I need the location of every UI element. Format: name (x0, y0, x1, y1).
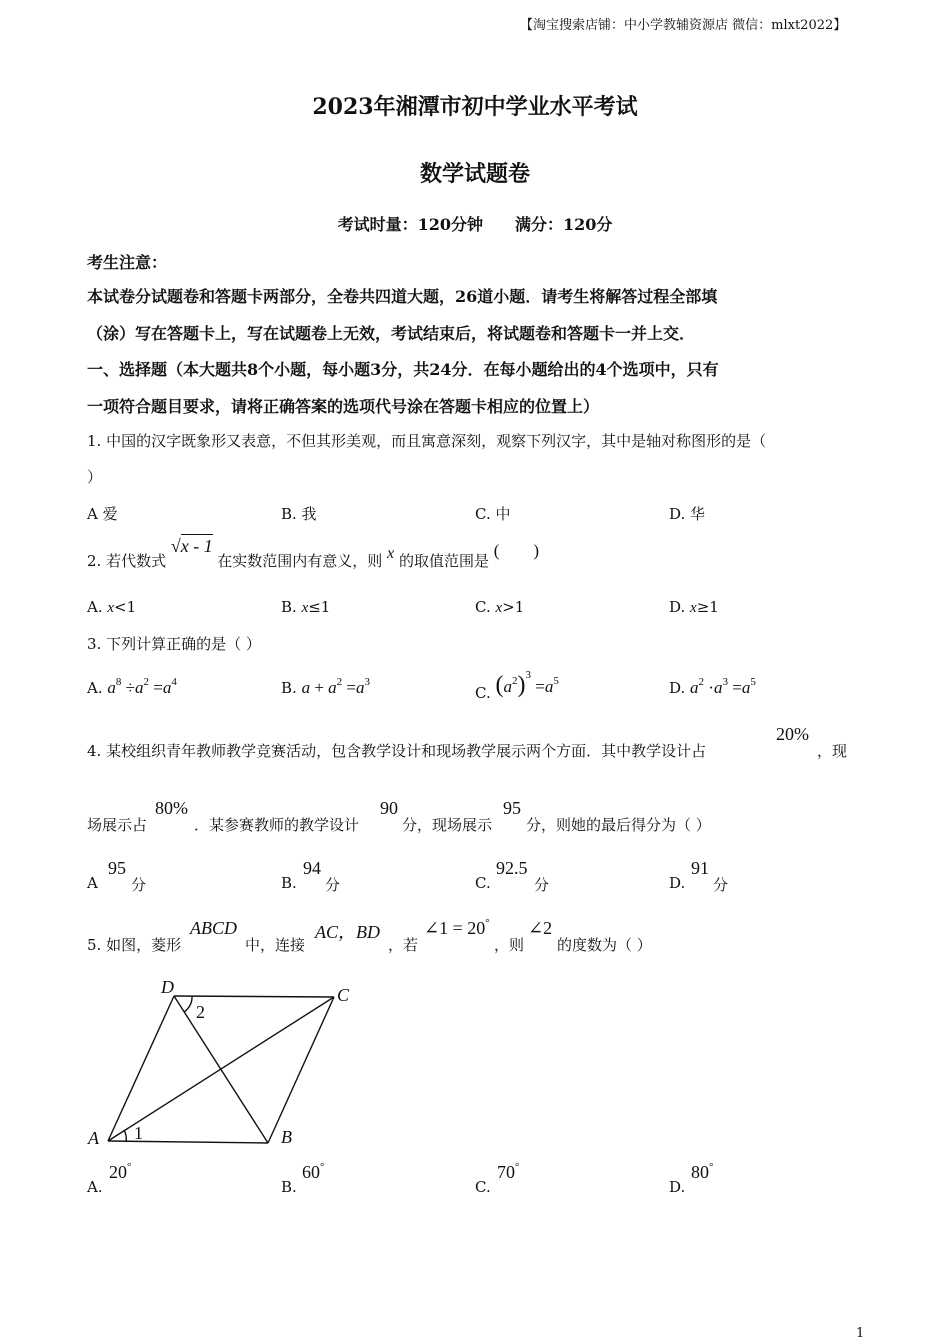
q2-a-label: A. (87, 598, 108, 616)
q5-option-d-label[interactable]: D. (669, 1178, 686, 1196)
q3-c-expr: $(a^2)^3 =a^5$ (495, 669, 559, 698)
q2-option-a[interactable] (87, 598, 136, 617)
q4-option-d-value: 91 (691, 858, 709, 878)
q2-b-label: B. (281, 598, 302, 616)
q2-option-b[interactable] (281, 598, 330, 617)
q3-b-label: B. (281, 679, 297, 697)
notice-line-2: （涂）写在答题卡上，写在试题卷上无效，考试结束后，将试题卷和答题卡一并上交． (87, 324, 696, 343)
q5-t2: ，若 (388, 936, 419, 954)
q2-radical (171, 536, 217, 556)
q4-show-score: 95 (503, 798, 521, 818)
angle-1-label: 1 (134, 1123, 143, 1143)
exam-title: 2023年湘潭市初中学业水平考试 (312, 94, 638, 120)
q4-line2-d: 分，则她的最后得分为（ ） (526, 816, 711, 834)
q5-diagonals: AC，BD (315, 922, 380, 942)
q2-paren: ( ) (493, 541, 540, 560)
shop-note-header: 【淘宝搜索店铺：中小学教辅资源店 微信：mlxt2022】 (520, 18, 847, 33)
page-number: 1 (856, 1326, 865, 1341)
q4-option-d-unit: 分 (713, 876, 729, 894)
q4-option-d-label[interactable]: D. (669, 874, 686, 892)
q2-b-var: x (301, 600, 309, 616)
q1-stem-line-1: 1. 中国的汉字既象形又表意，不但其形美观，而且寓意深刻，观察下列汉字，其中是轴对称图形的是（ (87, 432, 767, 450)
q2-post: 的取值范围是 (398, 552, 489, 570)
q2-b-rel: ≤1 (308, 598, 331, 616)
q4-percent-1: 20% (776, 724, 809, 744)
q3-stem: 3. 下列计算正确的是（ ） (87, 635, 261, 653)
q5-pre: 5. 如图，菱形 (87, 936, 182, 954)
q2-c-rel: >1 (502, 598, 525, 616)
sqrt-icon: √ (170, 536, 181, 556)
q2-d-label: D. (669, 598, 691, 616)
q4-option-b-value: 94 (303, 858, 321, 878)
q4-line2-c: 分，现场展示 (402, 816, 493, 834)
q3-option-d[interactable] (669, 678, 756, 698)
q3-c-label: C. (475, 684, 491, 702)
section1-line-2: 一项符合题目要求，请将正确答案的选项代号涂在答题卡相应的位置上） (87, 397, 600, 416)
q5-t1: 中，连接 (245, 936, 306, 954)
angle-1-arc (124, 1130, 126, 1142)
q2-a-rel: <1 (114, 598, 137, 616)
notice-heading: 考生注意： (87, 253, 168, 272)
q4-stem-line-1: 4. 某校组织青年教师教学竞赛活动，包含教学设计和现场教学展示两个方面．其中教学设计占 (87, 742, 707, 760)
q2-radicand: x - 1 (180, 536, 213, 556)
side-ab (108, 1141, 268, 1143)
section1-line-1: 一、选择题（本大题共8个小题，每小题3分，共24分．在每小题给出的4个选项中，只有 (87, 360, 719, 379)
q2-var: x (387, 545, 395, 562)
q4-option-b-unit: 分 (325, 876, 341, 894)
q4-option-a-unit: 分 (131, 876, 147, 894)
q1-option-c[interactable]: C. 中 (475, 505, 511, 523)
q2-d-var: x (690, 600, 697, 616)
q4-design-score: 90 (380, 798, 398, 818)
exam-subtitle: 数学试题卷 (419, 161, 530, 187)
q5-angle2: ∠2 (528, 918, 553, 938)
q2-c-var: x (495, 600, 503, 616)
q5-option-c-label[interactable]: C. (475, 1178, 491, 1196)
exam-info: 考试时量：120分钟 满分：120分 (337, 215, 613, 234)
q2-stem (87, 536, 540, 570)
vertex-c-label: C (337, 985, 350, 1005)
q3-d-label: D. (669, 679, 686, 697)
q2-d-rel: ≥1 (696, 598, 719, 616)
q3-option-c[interactable] (475, 669, 559, 702)
notice-line-1: 本试卷分试题卷和答题卡两部分，全卷共四道大题，26道小题．请考生将解答过程全部填 (87, 287, 718, 306)
q5-angle1-text: ∠1 = 20 (424, 918, 486, 938)
vertex-a-label: A (88, 1128, 99, 1148)
diagonal-bd (174, 996, 268, 1143)
angle-2-arc (184, 996, 192, 1012)
q2-option-d[interactable] (669, 598, 719, 617)
vertex-d-label: D (161, 977, 174, 997)
q5-option-a-label[interactable]: A. (87, 1178, 103, 1196)
q4-line2-b: ．某参赛教师的教学设计 (194, 816, 360, 834)
q4-option-c-unit: 分 (534, 876, 550, 894)
q5-option-a-value: 20° (109, 1161, 132, 1182)
q2-option-c[interactable] (475, 598, 524, 617)
q3-option-a[interactable] (87, 678, 177, 698)
angle-2-label: 2 (196, 1002, 205, 1022)
q3-d-expr: $a^2 \cdot a^3 =a^5$ (690, 676, 756, 697)
q2-mid: 在实数范围内有意义，则 (217, 552, 383, 570)
q5-option-c-value: 70° (497, 1161, 520, 1182)
q3-b-expr: $a + a^2 =a^3$ (301, 676, 371, 697)
vertex-b-label: B (281, 1127, 292, 1147)
q1-option-b[interactable]: B. 我 (281, 505, 317, 523)
side-cb (268, 997, 334, 1143)
q1-option-d[interactable]: D. 华 (669, 505, 706, 523)
q2-c-label: C. (475, 598, 496, 616)
q5-t4: 的度数为（ ） (557, 936, 652, 954)
q1-stem-line-2: ） (87, 468, 103, 486)
q2-a-var: x (107, 600, 115, 616)
q4-option-b-label[interactable]: B. (281, 874, 297, 892)
q5-angle1 (424, 918, 490, 939)
q5-option-b-label[interactable]: B. (281, 1178, 297, 1196)
q4-line1-tail: ，现 (817, 742, 848, 760)
rhombus-figure (80, 972, 380, 1152)
q3-option-b[interactable] (281, 678, 370, 698)
q3-a-expr: $a^8 \div a^2 =a^4$ (107, 676, 177, 697)
q5-option-d-value: 80° (691, 1161, 714, 1182)
q5-t3: ，则 (494, 936, 525, 954)
q4-line2-a: 场展示占 (87, 816, 148, 834)
q2-pre: 2. 若代数式 (87, 552, 167, 570)
q5-angle1-degree: ° (485, 917, 490, 929)
q5-option-b-value: 60° (302, 1161, 325, 1182)
side-dc (174, 996, 334, 997)
q1-option-a[interactable]: A 爱 (87, 505, 118, 523)
q4-option-c-value: 92.5 (496, 858, 528, 878)
q4-option-a-label[interactable]: A (87, 874, 98, 892)
q3-a-label: A. (87, 679, 103, 697)
q4-option-c-label[interactable]: C. (475, 874, 491, 892)
q4-percent-2: 80% (155, 798, 188, 818)
q4-option-a-value: 95 (108, 858, 126, 878)
q5-shape: ABCD (190, 918, 237, 938)
